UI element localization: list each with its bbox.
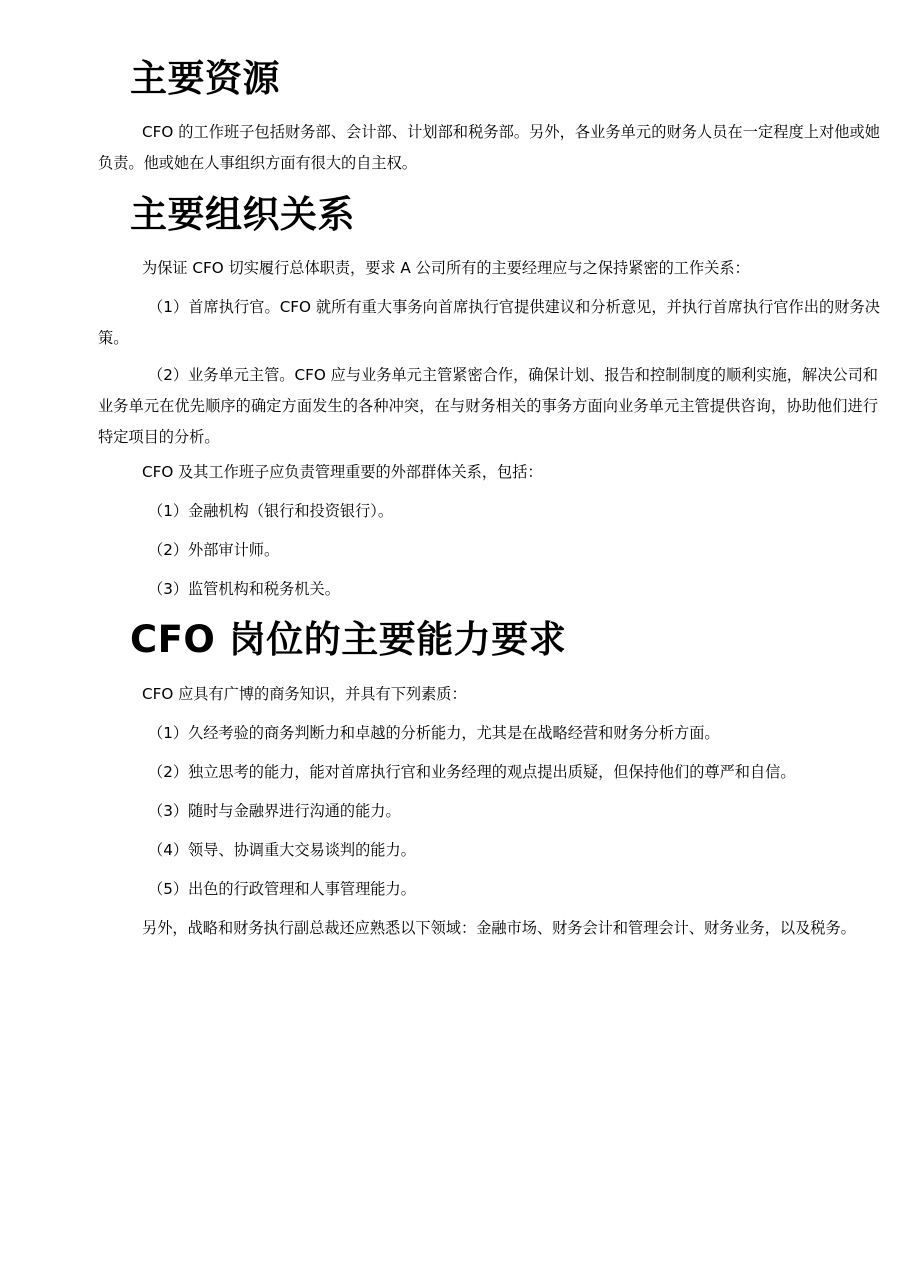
list-item: （3）监管机构和税务机关。 bbox=[148, 580, 340, 598]
list-item: （2）外部审计师。 bbox=[148, 541, 280, 559]
list-item: （2）独立思考的能力，能对首席执行官和业务经理的观点提出质疑，但保持他们的尊严和自信。 bbox=[148, 763, 796, 781]
list-item: （4）领导、协调重大交易谈判的能力。 bbox=[148, 841, 416, 859]
list-item: （1）金融机构（银行和投资银行）。 bbox=[148, 502, 394, 520]
paragraph: CFO 及其工作班子应负责管理重要的外部群体关系，包括： bbox=[142, 463, 543, 481]
list-item: （1）久经考验的商务判断力和卓越的分析能力，尤其是在战略经营和财务分析方面。 bbox=[148, 724, 720, 742]
paragraph: 另外，战略和财务执行副总裁还应熟悉以下领域：金融市场、财务会计和管理会计、财务业务，以及税务。 bbox=[142, 919, 856, 937]
section-heading-cfo-competencies: CFO 岗位的主要能力要求 bbox=[130, 618, 567, 661]
section-heading-org-relations: 主要组织关系 bbox=[130, 193, 355, 236]
list-item: （1）首席执行官。CFO 就所有重大事务向首席执行官提供建议和分析意见，并执行首席执行官作出的财务决策。 bbox=[98, 298, 880, 347]
section-heading-main-resources: 主要资源 bbox=[130, 57, 280, 100]
paragraph: CFO 的工作班子包括财务部、会计部、计划部和税务部。另外，各业务单元的财务人员在一定程度上对他或她负责。他或她在人事组织方面有很大的自主权。 bbox=[98, 123, 880, 172]
list-item: （2）业务单元主管。CFO 应与业务单元主管紧密合作，确保计划、报告和控制制度的顺利实施，解决公司和业务单元在优先顺序的确定方面发生的各种冲突，在与财务相关的事务方面向业务单元主管提供咨询，协助他们进行特定项目的分析。 bbox=[98, 366, 878, 446]
list-item: （3）随时与金融界进行沟通的能力。 bbox=[148, 802, 401, 820]
paragraph: CFO 应具有广博的商务知识，并具有下列素质： bbox=[142, 685, 467, 703]
paragraph: 为保证 CFO 切实履行总体职责，要求 A 公司所有的主要经理应与之保持紧密的工作关系： bbox=[142, 259, 750, 277]
list-item: （5）出色的行政管理和人事管理能力。 bbox=[148, 880, 416, 898]
